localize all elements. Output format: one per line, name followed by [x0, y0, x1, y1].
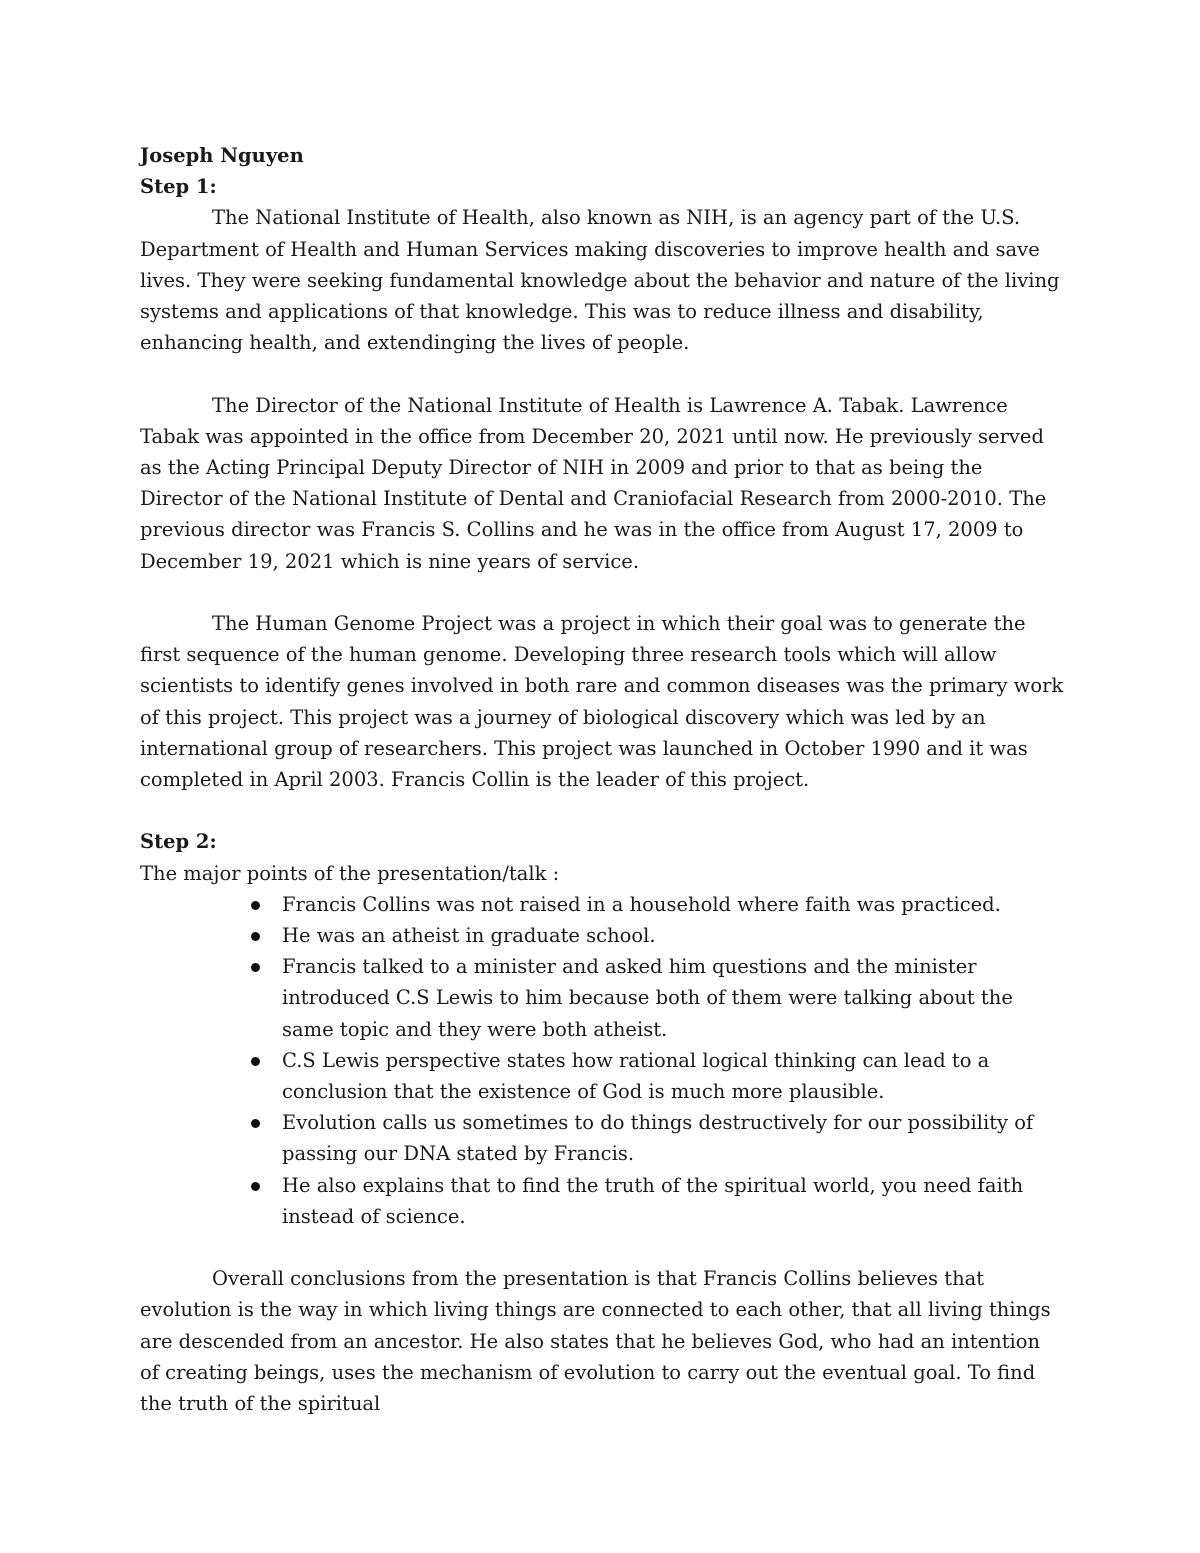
step1-paragraph-director: The Director of the National Institute of Health is Lawrence A. Tabak. Lawrence Tabak was appointed in the office from December 20, 2021 until now. He previously served as the Acting Principal Deputy Director of NIH in 2009 and prior to that as being the Director of the National Institute of Dental and Craniofacial Research from 2000-2010. The previous director was Francis S. Collins and he was in the office from August 17, 2009 to December 19, 2021 which is nine years of service.	[140, 393, 1047, 573]
step2-heading: Step 2:	[140, 830, 217, 854]
list-item	[140, 1170, 1065, 1232]
list-item	[140, 1107, 1065, 1169]
bullet-icon	[251, 901, 260, 910]
bullet-icon	[251, 1182, 260, 1191]
list-item	[140, 1045, 1065, 1107]
list-item-text: Evolution calls us sometimes to do things destructively for our possibility of passing our DNA stated by Francis.	[282, 1111, 1034, 1166]
bullet-icon	[251, 963, 260, 972]
list-item-text: He also explains that to find the truth of the spiritual world, you need faith instead of science.	[282, 1173, 1024, 1228]
list-item-text: He was an atheist in graduate school.	[282, 924, 656, 948]
document-page	[140, 140, 1065, 1419]
list-item	[140, 920, 1065, 951]
step1-paragraph-nih: The National Institute of Health, also known as NIH, is an agency part of the U.S. Department of Health and Human Services making discoveries to improve health and save lives. They were seeking fundamental knowledge about the behavior and nature of the living systems and applications of that knowledge. This was to reduce illness and disability, enhancing health, and extendinging the lives of people.	[140, 206, 1060, 355]
paragraph-spacer	[140, 577, 1065, 608]
paragraph-spacer	[140, 358, 1065, 389]
list-item-text: C.S Lewis perspective states how rational logical thinking can lead to a conclusion that the existence of God is much more plausible.	[282, 1048, 990, 1104]
step1-paragraph-genome: The Human Genome Project was a project in which their goal was to generate the first sequence of the human genome. Developing three research tools which will allow scientists to identify genes involved in both rare and common diseases was the primary work of this project. This project was a journey of biological discovery which was led by an international group of researchers. This project was launched in October 1990 and it was completed in April 2003. Francis Collin is the leader of this project.	[140, 612, 1064, 792]
bullet-icon	[251, 932, 260, 941]
step2-conclusion: Overall conclusions from the presentation is that Francis Collins believes that evolution is the way in which living things are connected to each other, that all living things are descended from an ancestor. He also states that he believes God, who had an intention of creating beings, uses the mechanism of evolution to carry out the eventual goal. To find the truth of the spiritual	[140, 1267, 1051, 1416]
bullet-icon	[251, 1057, 260, 1066]
major-points-list	[140, 889, 1065, 1232]
list-item-text: Francis Collins was not raised in a household where faith was practiced.	[282, 892, 1001, 916]
paragraph-spacer	[140, 1232, 1065, 1263]
step2-intro: The major points of the presentation/talk :	[140, 861, 560, 885]
step1-heading: Step 1:	[140, 175, 217, 199]
list-item-text: Francis talked to a minister and asked him questions and the minister introduced C.S Lewis to him because both of them were talking about the same topic and they were both atheist.	[282, 955, 1013, 1041]
list-item	[140, 889, 1065, 920]
list-item	[140, 951, 1065, 1045]
author-name: Joseph Nguyen	[140, 144, 304, 167]
bullet-icon	[251, 1119, 260, 1128]
paragraph-spacer	[140, 795, 1065, 826]
